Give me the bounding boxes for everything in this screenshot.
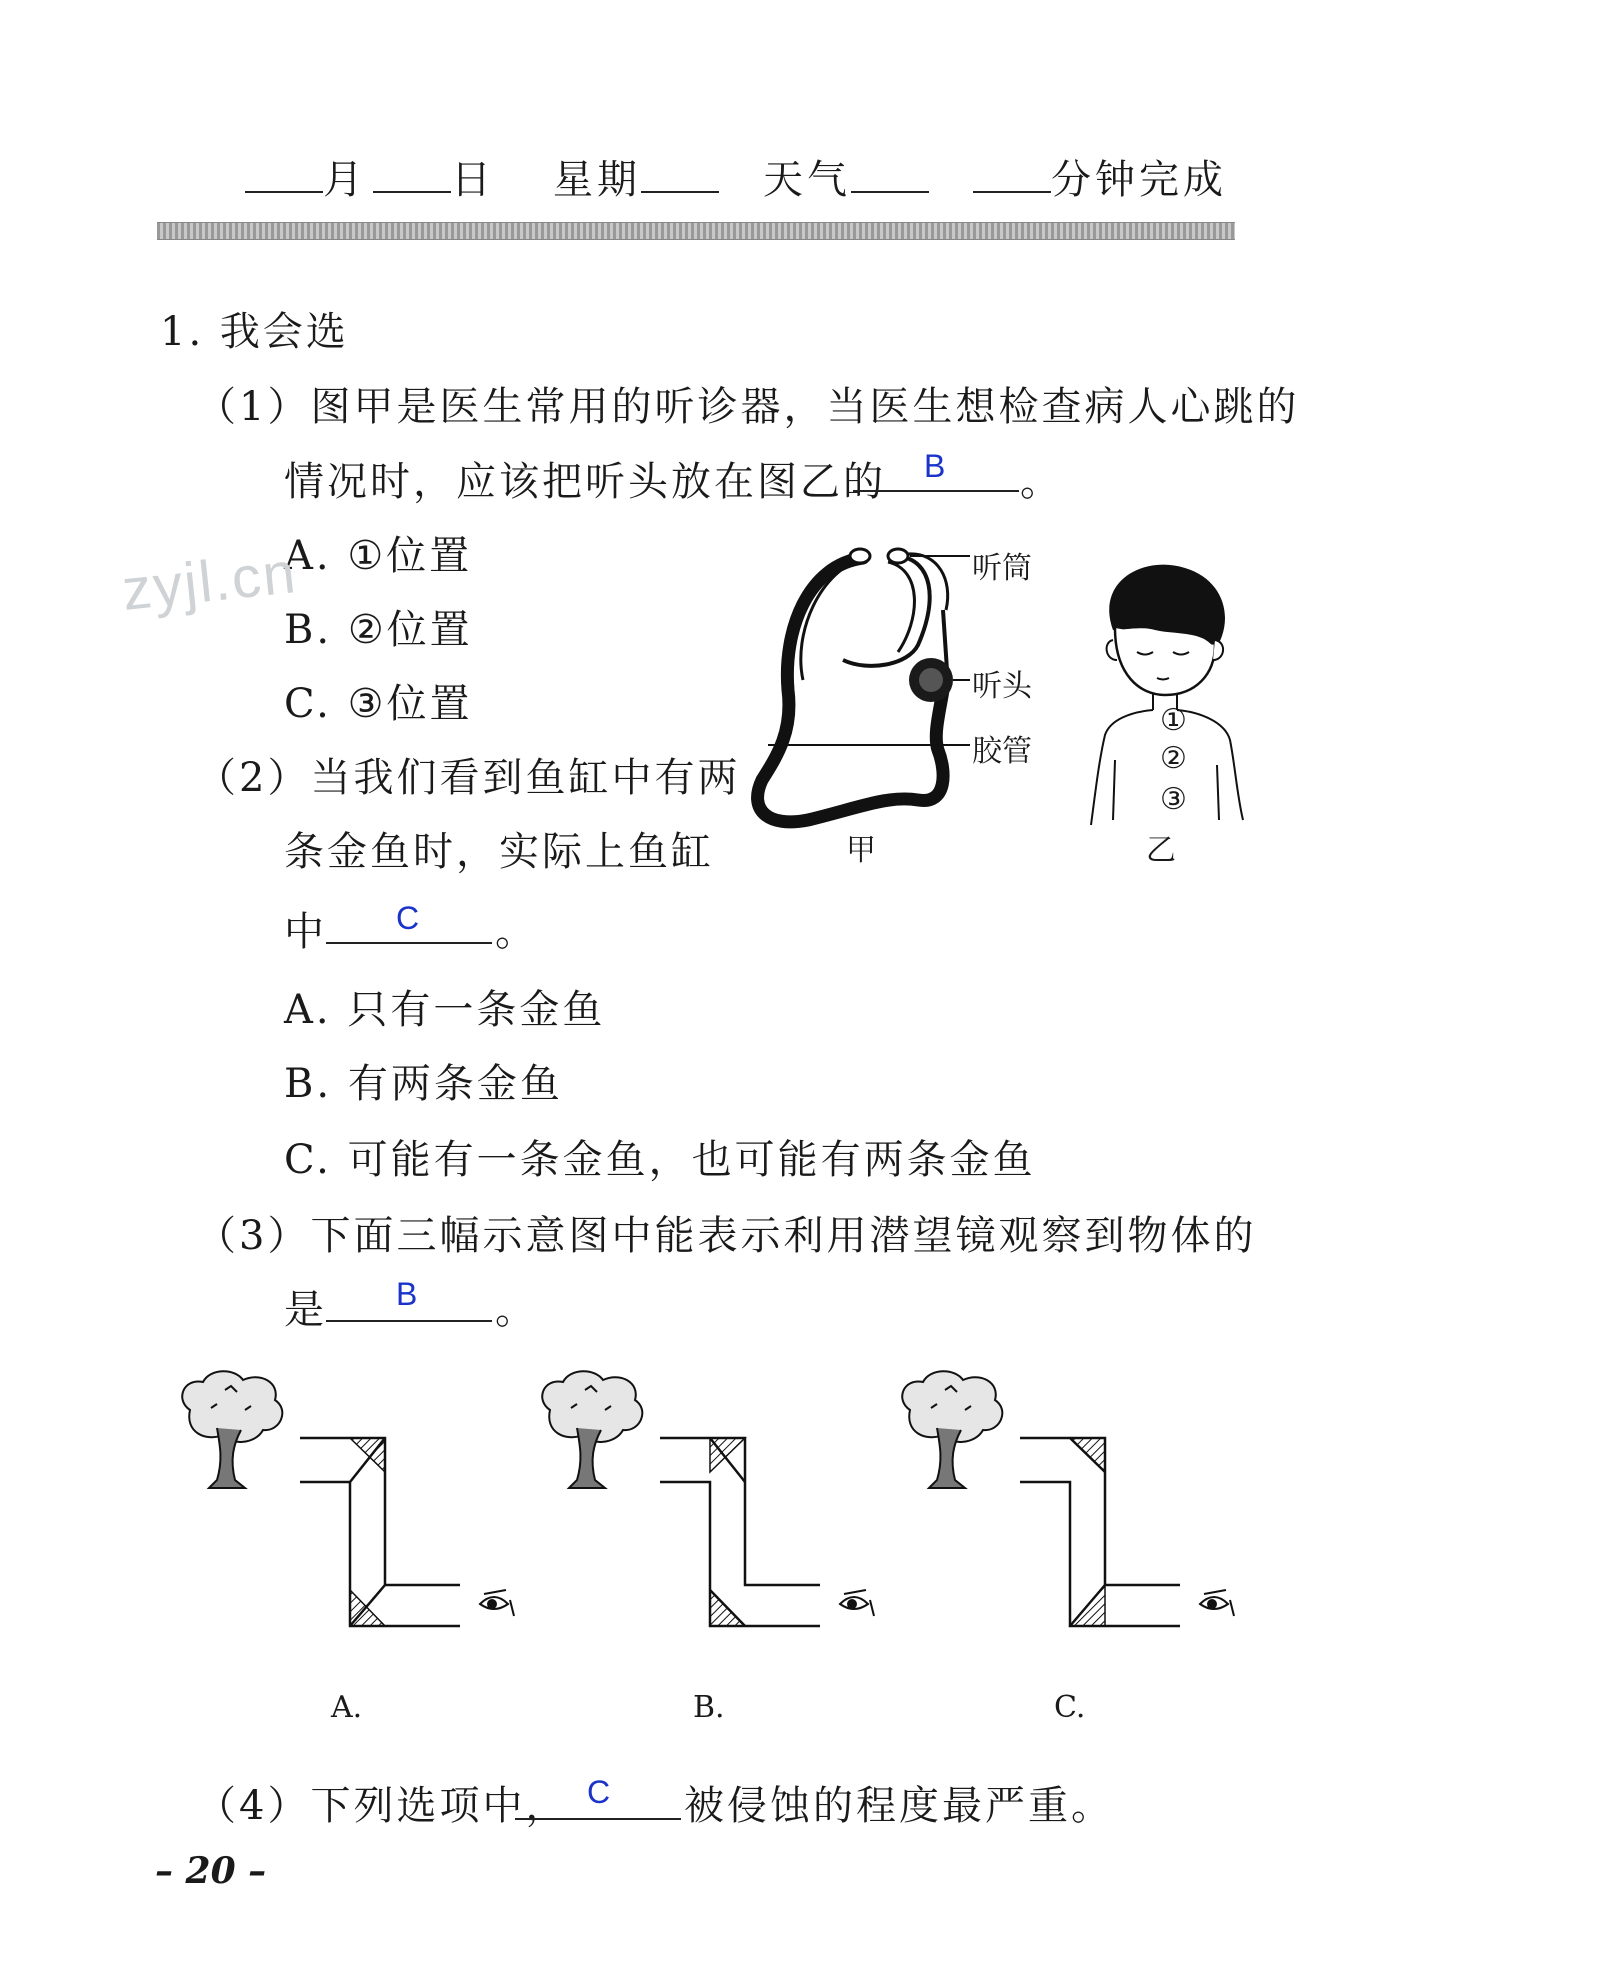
q4-suffix: 被侵蚀的程度最严重。 <box>684 1783 1114 1829</box>
periscope-c <box>902 1371 1234 1626</box>
month-blank[interactable] <box>245 157 323 193</box>
q1-answer: B <box>924 448 946 484</box>
q1-line1: （1）图甲是医生常用的听诊器，当医生想检查病人心跳的 <box>196 384 1300 430</box>
q1-line2: 情况时，应该把听头放在图乙的 <box>284 459 886 505</box>
q2-option-b: B. 有两条金鱼 <box>284 1061 563 1107</box>
minutes-label: 分钟完成 <box>1051 157 1227 203</box>
caption-jia: 甲 <box>846 833 876 868</box>
q3-line1: （3）下面三幅示意图中能表示利用潜望镜观察到物体的 <box>196 1213 1257 1259</box>
q2-answer: C <box>396 900 420 936</box>
q2-answer-blank[interactable] <box>326 942 492 944</box>
section-title: 1. 我会选 <box>160 309 349 355</box>
label-tube: 胶管 <box>972 734 1032 769</box>
label-chestpiece: 听头 <box>972 669 1032 704</box>
minutes-blank[interactable] <box>973 157 1051 193</box>
q2-line1: （2）当我们看到鱼缸中有两 <box>196 755 741 801</box>
weekday-blank[interactable] <box>641 157 719 193</box>
q2-line2: 条金鱼时，实际上鱼缸 <box>284 829 714 875</box>
day-label: 日 <box>451 157 495 203</box>
q4-answer-blank[interactable] <box>515 1818 681 1820</box>
q3-answer-blank[interactable] <box>326 1320 492 1322</box>
q1-option-a: A. ①位置 <box>284 533 473 579</box>
page-number: – 20 – <box>155 1850 267 1892</box>
weather-label: 天气 <box>763 157 851 203</box>
q1-option-c: C. ③位置 <box>284 681 473 727</box>
q1-end: 。 <box>1020 459 1063 505</box>
mark-position-1: ① <box>1160 703 1187 738</box>
mark-position-3: ③ <box>1160 782 1187 817</box>
q2-option-a: A. 只有一条金鱼 <box>284 987 606 1033</box>
q2-end: 。 <box>495 909 538 955</box>
q1-answer-blank[interactable] <box>853 490 1019 492</box>
q4-answer: C <box>587 1774 611 1810</box>
q3-end: 。 <box>495 1287 538 1333</box>
day-blank[interactable] <box>373 157 451 193</box>
periscope-diagrams <box>160 1360 1260 1690</box>
weekday-label: 星期 <box>553 157 641 203</box>
q2-option-c: C. 可能有一条金鱼，也可能有两条金鱼 <box>284 1137 1036 1183</box>
mark-position-2: ② <box>1160 741 1187 776</box>
caption-c: C. <box>1054 1690 1086 1725</box>
caption-a: A. <box>331 1690 363 1725</box>
month-label: 月 <box>323 157 367 203</box>
header-divider <box>157 222 1235 240</box>
caption-b: B. <box>693 1690 725 1725</box>
watermark: zyjl.cn <box>119 540 301 623</box>
q4-prefix: （4）下列选项中， <box>196 1783 569 1829</box>
q3-line2: 是 <box>284 1287 327 1333</box>
periscope-a <box>182 1371 514 1626</box>
caption-yi: 乙 <box>1146 833 1176 868</box>
q1-option-b: B. ②位置 <box>284 607 473 653</box>
label-earpiece: 听筒 <box>972 551 1032 586</box>
q3-answer: B <box>396 1276 418 1312</box>
date-header <box>245 148 1227 205</box>
periscope-b <box>542 1371 874 1626</box>
q2-line3: 中 <box>284 909 327 955</box>
weather-blank[interactable] <box>851 157 929 193</box>
